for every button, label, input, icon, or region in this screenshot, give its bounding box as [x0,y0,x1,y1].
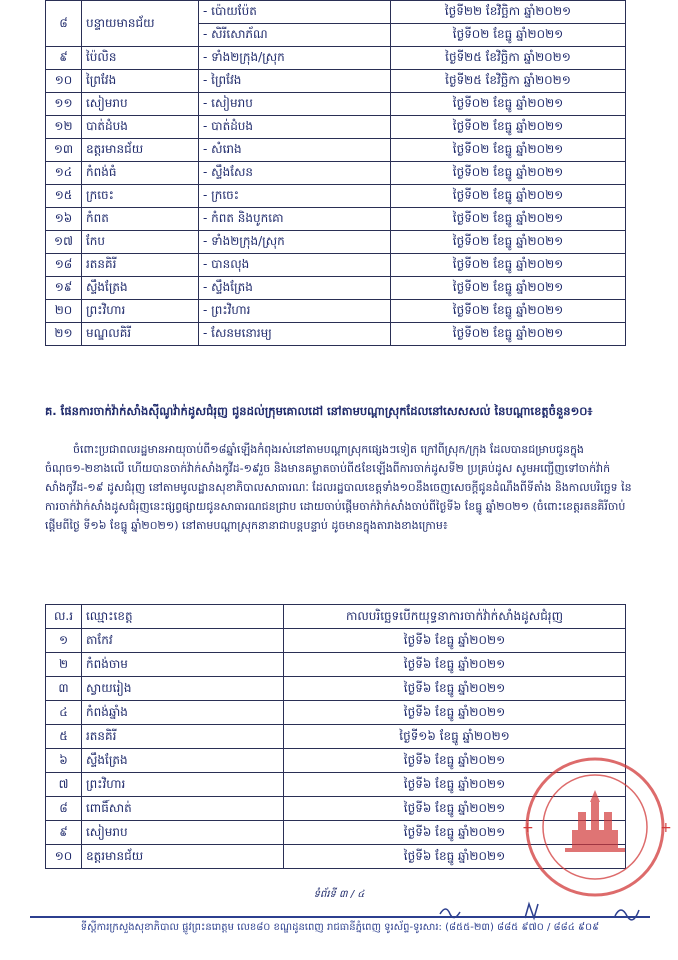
cell-no: ១៩ [46,277,82,300]
cell-date: ថ្ងៃទី៦ ខែធ្នូ ឆ្នាំ២០២១ [284,749,626,773]
cell-date: ថ្ងៃទី០២ ខែធ្នូ ឆ្នាំ២០២១ [391,116,626,139]
cell-date: ថ្ងៃទី៦ ខែធ្នូ ឆ្នាំ២០២១ [284,653,626,677]
cell-province: ពោធិ៍សាត់ [82,797,284,821]
table-row [46,208,626,231]
cell-date: ថ្ងៃទី៦ ខែធ្នូ ឆ្នាំ២០២១ [284,773,626,797]
cell-district: - ព្រៃវែង [199,70,391,93]
cell-date: ថ្ងៃទី០២ ខែធ្នូ ឆ្នាំ២០២១ [391,208,626,231]
footer-divider [30,916,650,918]
header-date: កាលបរិច្ឆេទបើកយុទ្ធនាការចាក់វ៉ាក់សាំងដូសជំរុញ [284,605,626,629]
cell-province: សៀមរាប [82,93,199,116]
table-row [46,323,626,346]
cell-district: - ក្រចេះ [199,185,391,208]
cell-district: - ទាំង២ក្រុង/ស្រុក [199,231,391,254]
table-row [46,93,626,116]
table-row [46,277,626,300]
cell-no: ៦ [46,749,82,773]
cell-date: ថ្ងៃទី០២ ខែធ្នូ ឆ្នាំ២០២១ [391,93,626,116]
cell-province: កំពង់ឆ្នាំង [82,701,284,725]
cell-district: - ប៉ោយប៉ែត [199,1,391,24]
svg-text:+: + [660,820,672,836]
cell-province: កំពង់ចាម [82,653,284,677]
cell-date: ថ្ងៃទី៦ ខែធ្នូ ឆ្នាំ២០២១ [284,701,626,725]
cell-date: ថ្ងៃទី២២ ខែវិច្ឆិកា ឆ្នាំ២០២១ [391,1,626,24]
svg-text:+: + [522,820,534,836]
cell-date: ថ្ងៃទី០២ ខែធ្នូ ឆ្នាំ២០២១ [391,185,626,208]
cell-district: - សំរោង [199,139,391,162]
cell-province: ឧត្តរមានជ័យ [82,139,199,162]
cell-district: - សៀមរាប [199,93,391,116]
table-row [46,185,626,208]
cell-date: ថ្ងៃទី១៦ ខែធ្នូ ឆ្នាំ២០២១ [284,725,626,749]
cell-no: ១០ [46,845,82,869]
table-row [46,231,626,254]
cell-province: បន្ទាយមានជ័យ [82,1,199,47]
table-row [46,162,626,185]
table-header-row [46,605,626,629]
cell-province: កំពត [82,208,199,231]
cell-province: ស្វាយរៀង [82,677,284,701]
table-row [46,116,626,139]
table-row [46,70,626,93]
cell-district: - បាត់ដំបង [199,116,391,139]
cell-no: ២១ [46,323,82,346]
cell-no: ១៨ [46,254,82,277]
cell-province: កែប [82,231,199,254]
cell-province: ព្រះវិហារ [82,300,199,323]
cell-province: ស្ទឹងត្រែង [82,277,199,300]
cell-no: ៣ [46,677,82,701]
cell-no: ៩ [46,47,82,70]
section-heading: គ. ផែនការចាក់វ៉ាក់សាំងស៊ីណូវ៉ាក់ដូសជំរុញ ជូនដល់ក្រុមគោលដៅ នៅតាមបណ្តាស្រុកដែលនៅសេសសល់ នៃបណ្តាខេត្តចំនួន១០៖ [45,404,593,418]
cell-province: សៀមរាប [82,821,284,845]
cell-no: ១៧ [46,231,82,254]
cell-no: ១០ [46,70,82,93]
cell-no: ១១ [46,93,82,116]
cell-date: ថ្ងៃទី២៥ ខែវិច្ឆិកា ឆ្នាំ២០២១ [391,47,626,70]
cell-province: បាត់ដំបង [82,116,199,139]
cell-province: ស្ទឹងត្រែង [82,749,284,773]
header-province: ឈ្មោះខេត្ត [82,605,284,629]
cell-province: មណ្ឌលគិរី [82,323,199,346]
cell-province: រតនគិរី [82,254,199,277]
table-row [46,47,626,70]
cell-province: ព្រៃវែង [82,70,199,93]
cell-district: - កំពត និងបូកគោ [199,208,391,231]
cell-no: ៨ [46,797,82,821]
cell-district: - ស្ទឹងសែន [199,162,391,185]
body-paragraph: ចំពោះប្រជាពលរដ្ឋមានអាយុចាប់ពី១៨ឆ្នាំឡើងកំពុងរស់នៅតាមបណ្តាស្រុកផ្សេងៗទៀត ក្រៅពីស្រុក/ក្រុង ដែលបានជម្រាបជូនក្នុងចំណុច១-២ខាងលើ ហើយបានចាក់វ៉ាក់សាំងកូវីដ-១៩រួច និងមានគម្លាតចាប់ពី៥ខែឡើងពីការចាក់ដូសទី២ ប្រគ្រប់ដូស សូមអញ្ជើញទៅចាក់វ៉ាក់សាំងកូវីដ-១៩ ដូសជំរុញ នៅតាមមូលដ្ឋានសុខាភិបាលសាធារណៈ ដែលរដ្ឋបាលខេត្តទាំង១០នឹងចេញសេចក្តីជូនដំណឹងពីទីតាំង និងកាលបរិច្ឆេទ នៃការចាក់វ៉ាក់សាំងដូសជំរុញនេះផ្សព្វផ្សាយជូនសាធារណជនជ្រាប ដោយចាប់ផ្តើមចាក់វ៉ាក់សាំងចាប់ពីថ្ងៃទី៦ ខែធ្នូ ឆ្នាំ២០២១ (ចំពោះខេត្តរតនគិរីចាប់ផ្តើមពីថ្ងៃ ទី១៦ ខែធ្នូ ឆ្នាំ២០២១) នៅតាមបណ្តាស្រុកនានាជាបន្តបន្ទាប់ ដូចមានក្នុងតារាងខាងក្រោម៖ [45,443,632,532]
table-row [46,139,626,162]
ministry-seal-stamp [520,752,670,902]
cell-no: ២០ [46,300,82,323]
table-row [46,701,626,725]
cell-date: ថ្ងៃទី០២ ខែធ្នូ ឆ្នាំ២០២១ [391,300,626,323]
cell-date: ថ្ងៃទី០២ ខែធ្នូ ឆ្នាំ២០២១ [391,139,626,162]
table-row [46,653,626,677]
table-row [46,254,626,277]
table-row [46,629,626,653]
handwritten-initials [430,900,660,922]
table-row [46,1,626,24]
cell-province: ក្រចេះ [82,185,199,208]
cell-date: ថ្ងៃទី៦ ខែធ្នូ ឆ្នាំ២០២១ [284,797,626,821]
cell-no: ៤ [46,701,82,725]
cell-date: ថ្ងៃទី៦ ខែធ្នូ ឆ្នាំ២០២១ [284,845,626,869]
cell-date: ថ្ងៃទី៦ ខែធ្នូ ឆ្នាំ២០២១ [284,677,626,701]
cell-province: តាកែវ [82,629,284,653]
cell-province: រតនគិរី [82,725,284,749]
cell-date: ថ្ងៃទី០២ ខែធ្នូ ឆ្នាំ២០២១ [391,231,626,254]
footer-address: ទីស្តីការក្រសួងសុខាភិបាល ផ្លូវព្រះនរោត្តម លេខ៨០ ខណ្ឌដូនពេញ រាជធានីភ្នំពេញ ទូរស័ព្ទ-ទូរសារ: (៨៥៥-២៣) ៨៨៥ ៩៧០ / ៨៨៤ ៩០៩ [80,922,600,933]
cell-no: ១៤ [46,162,82,185]
page-number: ទំព័រទី ៣ / ៤ [313,889,365,900]
cell-date: ថ្ងៃទី០២ ខែធ្នូ ឆ្នាំ២០២១ [391,323,626,346]
cell-no: ១៦ [46,208,82,231]
vaccination-schedule-table-top [45,0,626,346]
cell-no: ៩ [46,821,82,845]
cell-date: ថ្ងៃទី៦ ខែធ្នូ ឆ្នាំ២០២១ [284,629,626,653]
cell-date: ថ្ងៃទី២៥ ខែវិច្ឆិកា ឆ្នាំ២០២១ [391,70,626,93]
cell-date: ថ្ងៃទី០២ ខែធ្នូ ឆ្នាំ២០២១ [391,254,626,277]
cell-no: ១៣ [46,139,82,162]
cell-no: ២ [46,653,82,677]
cell-province: ប៉ៃលិន [82,47,199,70]
cell-district: - សែនមនោរម្យ [199,323,391,346]
cell-no: ១២ [46,116,82,139]
cell-district: - ទាំង២ក្រុង/ស្រុក [199,47,391,70]
table-row [46,725,626,749]
cell-district: - សិរីសោភ័ណ [199,24,391,47]
cell-province: ឧត្តរមានជ័យ [82,845,284,869]
table-row [46,677,626,701]
cell-no: ១៥ [46,185,82,208]
cell-district: - បានលុង [199,254,391,277]
cell-district: - ស្ទឹងត្រែង [199,277,391,300]
cell-no: ៨ [46,1,82,47]
header-no: ល.រ [46,605,82,629]
cell-province: កំពង់ធំ [82,162,199,185]
cell-date: ថ្ងៃទី០២ ខែធ្នូ ឆ្នាំ២០២១ [391,162,626,185]
cell-no: ៥ [46,725,82,749]
cell-date: ថ្ងៃទី០២ ខែធ្នូ ឆ្នាំ២០២១ [391,24,626,47]
cell-district: - ព្រះវិហារ [199,300,391,323]
cell-no: ៧ [46,773,82,797]
cell-date: ថ្ងៃទី០២ ខែធ្នូ ឆ្នាំ២០២១ [391,277,626,300]
table-row [46,300,626,323]
cell-date: ថ្ងៃទី៦ ខែធ្នូ ឆ្នាំ២០២១ [284,821,626,845]
cell-province: ព្រះវិហារ [82,773,284,797]
cell-no: ១ [46,629,82,653]
